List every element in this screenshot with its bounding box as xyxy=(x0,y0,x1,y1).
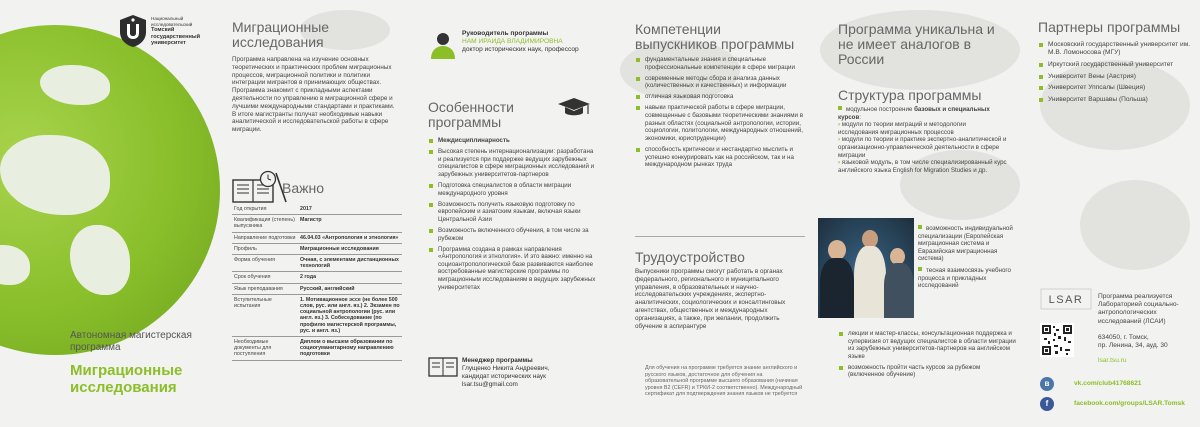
divider xyxy=(635,236,805,237)
partners-list xyxy=(1038,41,1198,108)
important-key: Срок обучения xyxy=(232,272,298,283)
head-role: Руководитель программы xyxy=(462,30,549,37)
graduation-cap-icon xyxy=(556,96,592,118)
facebook-icon[interactable]: f xyxy=(1040,397,1054,411)
logo-line1: Национальный xyxy=(151,16,184,21)
important-key: Необходимые документы для поступления xyxy=(232,337,298,361)
important-row xyxy=(232,337,402,361)
partner-item: Университет Варшавы (Польша) xyxy=(1038,96,1198,104)
competence-item: навыки практической работы в сфере миграции, совмещенные с базовыми теоретическими знаниями в разных областях (социальной антропологии, истории, социологии, политологии, международных отношений, экономики, юриспруденции) xyxy=(635,104,805,142)
manager-name: Глущенко Никита Андреевич, xyxy=(462,365,550,372)
important-value: Миграционные исследования xyxy=(298,243,402,254)
cover-subtitle: Автономная магистерская программа xyxy=(70,330,192,353)
competence-item: фундаментальные знания и специальные профессиональные компетенции в сфере миграции xyxy=(635,56,805,71)
important-value: Очная, с элементами дистанционных технологий xyxy=(298,255,402,272)
important-key: Квалификация (степень) выпускника xyxy=(232,215,298,232)
qr-code[interactable] xyxy=(1040,323,1074,357)
address-line2: пр. Ленина, 34, ауд. 30 xyxy=(1098,342,1168,350)
important-value: Магистр xyxy=(298,215,402,232)
competence-item: способность критически и нестандартно мыслить и успешно конкурировать как на российском, так и на международном рынках труда xyxy=(635,146,805,169)
feature-item: Подготовка специалистов в области миграции международного уровня xyxy=(428,182,598,197)
about-title: Миграционные исследования xyxy=(232,19,330,50)
book-clock-icon xyxy=(232,170,288,204)
important-row xyxy=(232,283,402,294)
competences-title: Компетенции выпускников программы xyxy=(635,21,795,52)
head-degree: доктор исторических наук, профессор xyxy=(462,46,579,54)
manager-email[interactable]: lsar.tsu@gmail.com xyxy=(462,381,518,388)
partner-item: Университет Вены (Австрия) xyxy=(1038,73,1198,81)
structure-panel xyxy=(810,0,1020,427)
important-row xyxy=(232,204,402,215)
logo-line2: исследовательский xyxy=(151,21,193,27)
structure-bottom-list xyxy=(838,330,1018,383)
important-row xyxy=(232,243,402,254)
address-line1: 634050, г. Томск, xyxy=(1098,334,1149,341)
important-value: 2 года xyxy=(298,272,402,283)
employment-text: Выпускники программы смогут работать в органах федерального, регионального и муниципального управления, в образовательных и научно-исследовательских учреждениях, экспертно-аналитических, социологических и консалтинговых агентствах, общественных и международных организациях, а также, при желании, продолжить обучение в аспирантуре xyxy=(635,268,786,330)
important-key: Вступительные испытания xyxy=(232,294,298,336)
structure-bottom-item: лекции и мастер-классы, консультационная поддержка и супервизия от ведущих специалистов в области миграции из зарубежных университетов-партнеров на английском языке xyxy=(838,330,1018,360)
cover-title: Миграционные исследования xyxy=(70,362,183,396)
arrow-icon: › xyxy=(838,121,841,129)
head-name: НАМ ИРАИДА ВЛАДИМИРОВНА xyxy=(462,38,563,46)
important-value: 1. Мотивационное эссе (не более 500 слов, рус. или англ. яз.) 2. Экзамен по социальной антропологии (рус. или англ. яз.) 3. Собеседование (по профилю магистерской программы, рус. и англ. яз.) xyxy=(298,294,402,336)
important-key: Направление подготовки xyxy=(232,232,298,243)
structure-bottom-item: возможность пройти часть курсов за рубежом (включенное обучение) xyxy=(838,364,1018,379)
competence-item: отличная языковая подготовка xyxy=(635,93,805,101)
structure-lead-bold: базовых и специальных курсов xyxy=(838,106,990,121)
partners-title: Партнеры программы xyxy=(1038,19,1181,35)
cover-titles xyxy=(70,330,220,396)
book-icon xyxy=(428,356,458,378)
language-note: Для обучения на программе требуется знание английского и русского языков, достаточное для обучения на образовательной программе высшего образования (начиная уровня В2 (CEFR) и ТРКИ-2 соответственно). Международный сертификат для подтверждения знания языков не требуется xyxy=(645,365,803,397)
important-row xyxy=(232,272,402,283)
facebook-link[interactable]: facebook.com/groups/LSAR.Tomsk xyxy=(1074,400,1185,407)
partner-item: Иркутский государственный университет xyxy=(1038,61,1198,69)
vk-link[interactable]: vk.com/club41768621 xyxy=(1074,380,1142,387)
important-value: 2017 xyxy=(298,204,402,215)
program-manager xyxy=(462,357,602,389)
structure-text: модульное построение базовых и специальных курсов: › модули по теории миграций и методологии исследования миграционных процессов › модули по теории и практике экспертно-аналитической и организационно-управленческой деятельности в сфере миграции › языковой модуль, в том числе специализированный курс английского языка English for Migration Studies и др. xyxy=(838,106,1007,174)
important-key: Профиль xyxy=(232,243,298,254)
shield-icon xyxy=(118,14,148,48)
cover-panel xyxy=(0,0,220,427)
structure-right-1: возможность индивидуальной специализации (Европейская миграционная система и Евразийская миграционная система) xyxy=(918,225,1013,263)
students-photo xyxy=(818,218,914,318)
important-value: 46.04.03 «Антропология и этнология» xyxy=(298,232,402,243)
important-table xyxy=(232,204,402,361)
structure-lead: модульное построение xyxy=(846,106,913,113)
feature-item: Возможность включенного обучения, в том числе за рубежом xyxy=(428,227,598,242)
structure-right-2: тесная взаимосвязь учебного процесса и прикладных исследований xyxy=(918,266,1011,290)
university-logo xyxy=(118,14,208,56)
important-key: Форма обучения xyxy=(232,255,298,272)
unique-title: Программа уникальна и не имеет аналогов в России xyxy=(838,21,995,67)
structure-title: Структура программы xyxy=(838,87,982,103)
globe-illustration xyxy=(0,25,220,355)
important-row xyxy=(232,294,402,336)
partner-item: Московский государственный университет им. М.В. Ломоносова (МГУ) xyxy=(1038,41,1198,57)
lsar-logo xyxy=(1040,288,1092,310)
person-icon xyxy=(428,30,458,60)
important-value: Русский, английский xyxy=(298,283,402,294)
competence-item: современные методы сбора и анализа данных (количественных и качественных) и информации xyxy=(635,75,805,90)
structure-sub-3: языковой модуль, в том числе специализированный курс английского языка English for Migration Studies и др. xyxy=(838,159,1007,174)
lab-address xyxy=(1098,334,1198,350)
important-row xyxy=(232,232,402,243)
feature-item: Возможность получить языковую подготовку по европейским и азиатским языкам, включая языки Центральной Азии xyxy=(428,201,598,224)
important-title: Важно xyxy=(282,180,325,196)
features-title: Особенности программы xyxy=(428,99,514,130)
feature-item: Высокая степень интернационализации: разработана и реализуется при поддержке ведущих зарубежных специалистов в сфере миграционных исследований и зарубежных университетов-партнеров xyxy=(428,148,598,178)
lsar-logo-text: LSAR xyxy=(1048,294,1084,306)
important-value: Диплом о высшем образовании по социогуманитарному направлению подготовки xyxy=(298,337,402,361)
partners-panel xyxy=(1020,0,1200,427)
lab-site-link[interactable]: lsar.tsu.ru xyxy=(1098,357,1127,364)
lab-text: Программа реализуется Лабораторией социально-антропологических исследований (ЛСАИ) xyxy=(1098,293,1179,325)
important-row xyxy=(232,215,402,232)
structure-sub-1: модули по теории миграций и методологии исследования миграционных процессов xyxy=(838,121,966,136)
competences-list xyxy=(635,56,805,172)
about-text: Программа направлена на изучение основных теоретических и практических проблем миграционных процессов, миграционной политики и политики интеграции мигрантов в принимающих обществах. Программа знакомит с прикладными аспектами деятельности по управлению в миграционной сфере и лучшими международными стандартами и практиками. В итоге магистранты получат необходимые навыки аналитической и исследовательской работы в сфере миграции. xyxy=(232,56,395,134)
employment-title: Трудоустройство xyxy=(635,249,745,265)
important-key: Язык преподавания xyxy=(232,283,298,294)
important-row xyxy=(232,255,402,272)
manager-role: Менеджер программы xyxy=(462,357,533,364)
competences-panel xyxy=(605,0,810,427)
partner-item: Университет Уппсалы (Швеция) xyxy=(1038,84,1198,92)
vk-icon[interactable]: в xyxy=(1040,377,1054,391)
logo-university-name: Томский государственный университет xyxy=(151,27,201,46)
features-panel xyxy=(410,0,605,427)
features-list xyxy=(428,137,598,295)
arrow-icon: › xyxy=(838,136,841,144)
about-panel xyxy=(220,0,410,427)
program-head xyxy=(462,30,602,55)
arrow-icon: › xyxy=(838,159,841,167)
manager-degree: кандидат исторических наук xyxy=(462,373,546,380)
structure-right-list xyxy=(918,225,1018,290)
feature-item: Междисциплинарность xyxy=(428,137,598,145)
feature-item: Программа создана в рамках направления «Антропология и этнология». И это важно: именно на социоантропологической базе развиваются наиболее востребованные магистерские программы по миграционным исследованиям в ведущих зарубежных университетах xyxy=(428,246,598,292)
structure-sub-2: модули по теории и практике экспертно-аналитической и организационно-управленческой деятельности в сфере миграции xyxy=(838,136,1007,159)
important-key: Год открытия xyxy=(232,204,298,215)
